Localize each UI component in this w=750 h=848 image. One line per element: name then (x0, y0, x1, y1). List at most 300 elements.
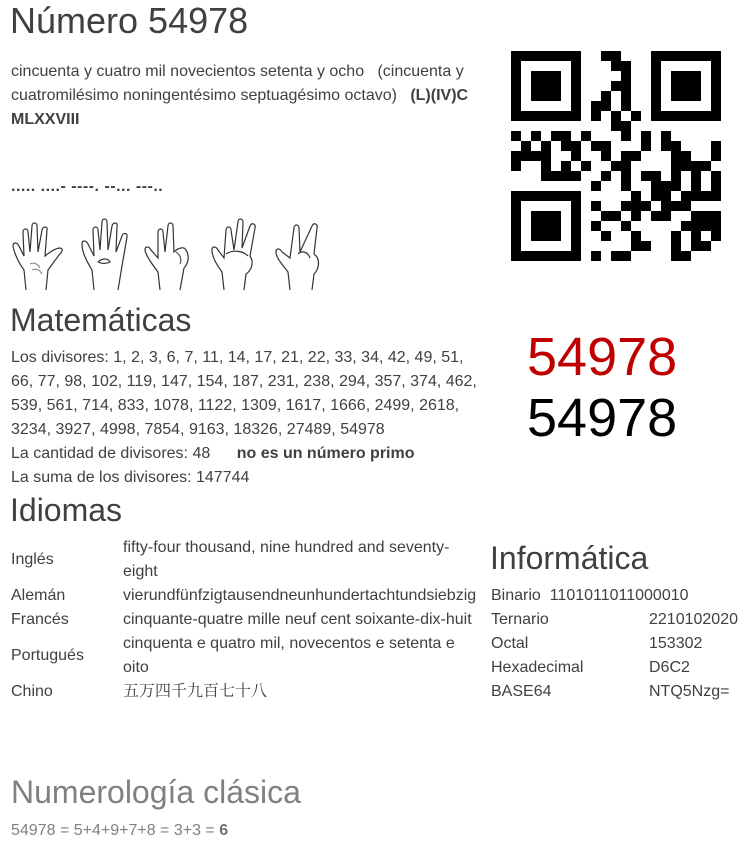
section-heading-matematicas: Matemáticas (10, 302, 192, 338)
qr-module (711, 91, 721, 101)
qr-module (591, 151, 601, 161)
qr-module (611, 211, 621, 221)
qr-module (601, 241, 611, 251)
qr-module (661, 231, 671, 241)
qr-module (701, 91, 711, 101)
qr-module (541, 91, 551, 101)
qr-module (531, 61, 541, 71)
qr-module (711, 51, 721, 61)
qr-module (571, 221, 581, 231)
qr-module (671, 231, 681, 241)
qr-module (701, 71, 711, 81)
qr-module (681, 231, 691, 241)
qr-module (571, 101, 581, 111)
qr-module (531, 71, 541, 81)
qr-module (641, 251, 651, 261)
qr-module (531, 121, 541, 131)
qr-module (621, 101, 631, 111)
qr-module (691, 221, 701, 231)
qr-module (701, 171, 711, 181)
qr-module (621, 221, 631, 231)
qr-module (651, 171, 661, 181)
qr-module (701, 241, 711, 251)
qr-module (631, 231, 641, 241)
qr-module (661, 181, 671, 191)
qr-module (671, 121, 681, 131)
qr-module (671, 101, 681, 111)
number-systems-table (491, 584, 738, 704)
qr-module (551, 91, 561, 101)
qr-module (611, 141, 621, 151)
qr-module (711, 61, 721, 71)
qr-module (611, 241, 621, 251)
qr-module (631, 151, 641, 161)
qr-module (551, 101, 561, 111)
qr-module (661, 211, 671, 221)
qr-module (711, 121, 721, 131)
qr-module (691, 171, 701, 181)
qr-module (671, 251, 681, 261)
qr-module (691, 231, 701, 241)
qr-module (581, 221, 591, 231)
qr-module (521, 251, 531, 261)
qr-module (571, 131, 581, 141)
qr-module (701, 111, 711, 121)
qr-module (581, 131, 591, 141)
qr-module (571, 251, 581, 261)
qr-module (611, 101, 621, 111)
qr-module (531, 131, 541, 141)
qr-module (691, 51, 701, 61)
qr-module (671, 141, 681, 151)
qr-module (641, 101, 651, 111)
qr-module (591, 211, 601, 221)
qr-module (531, 171, 541, 181)
qr-module (661, 101, 671, 111)
page-title: Número 54978 (10, 0, 249, 41)
qr-module (511, 201, 521, 211)
qr-module (681, 121, 691, 131)
qr-module (601, 171, 611, 181)
qr-module (541, 81, 551, 91)
qr-module (521, 241, 531, 251)
qr-module (541, 131, 551, 141)
qr-module (681, 241, 691, 251)
qr-module (521, 61, 531, 71)
qr-module (571, 151, 581, 161)
qr-module (691, 251, 701, 261)
qr-module (631, 251, 641, 261)
numerology-line (11, 819, 228, 843)
qr-module (671, 211, 681, 221)
hand-4-icon (76, 212, 142, 290)
system-value: 153302 (649, 635, 703, 652)
prime-status: no es un número primo (236, 445, 415, 462)
qr-module (591, 71, 601, 81)
qr-module (711, 231, 721, 241)
qr-module (541, 241, 551, 251)
qr-module (711, 181, 721, 191)
qr-module (561, 231, 571, 241)
qr-module (541, 191, 551, 201)
qr-module (571, 241, 581, 251)
qr-module (571, 61, 581, 71)
qr-module (621, 161, 631, 171)
qr-module (621, 61, 631, 71)
qr-module (631, 51, 641, 61)
qr-module (631, 191, 641, 201)
qr-module (691, 101, 701, 111)
qr-module (701, 81, 711, 91)
qr-module (641, 221, 651, 231)
language-text: 五万四千九百七十八 (123, 683, 268, 700)
qr-module (621, 181, 631, 191)
number-system-row (491, 632, 738, 656)
language-text: fifty-four thousand, nine hundred and seventy-eight (123, 539, 450, 580)
qr-module (611, 121, 621, 131)
qr-module (641, 141, 651, 151)
system-label: Ternario (491, 611, 549, 628)
qr-module (681, 141, 691, 151)
qr-module (591, 81, 601, 91)
qr-module (551, 161, 561, 171)
qr-module (691, 121, 701, 131)
qr-module (661, 121, 671, 131)
qr-module (511, 181, 521, 191)
qr-module (621, 91, 631, 101)
qr-module (591, 101, 601, 111)
qr-module (571, 141, 581, 151)
qr-module (571, 111, 581, 121)
qr-module (641, 181, 651, 191)
qr-module (691, 201, 701, 211)
qr-module (551, 231, 561, 241)
qr-module (561, 71, 571, 81)
qr-module (671, 171, 681, 181)
qr-module (711, 241, 721, 251)
qr-module (651, 201, 661, 211)
qr-module (661, 131, 671, 141)
qr-module (581, 111, 591, 121)
qr-module (511, 51, 521, 61)
qr-module (551, 81, 561, 91)
qr-module (551, 151, 561, 161)
qr-module (671, 191, 681, 201)
qr-module (611, 111, 621, 121)
numerology-formula: 54978 = 5+4+9+7+8 = 3+3 = (11, 822, 215, 839)
numerology-result: 6 (219, 822, 229, 839)
qr-module (571, 161, 581, 171)
language-name: Portugués (11, 647, 84, 664)
qr-module (661, 191, 671, 201)
qr-module (601, 141, 611, 151)
qr-module (591, 221, 601, 231)
qr-module (541, 221, 551, 231)
qr-module (681, 251, 691, 261)
qr-module (631, 101, 641, 111)
qr-module (531, 91, 541, 101)
divisor-count: 48 (192, 445, 211, 462)
qr-module (701, 221, 711, 231)
qr-module (681, 71, 691, 81)
qr-module (651, 161, 661, 171)
qr-module (581, 141, 591, 151)
qr-module (631, 91, 641, 101)
qr-module (681, 171, 691, 181)
qr-module (581, 121, 591, 131)
qr-module (621, 51, 631, 61)
qr-module (701, 61, 711, 71)
qr-module (601, 191, 611, 201)
qr-module (691, 141, 701, 151)
qr-module (551, 131, 561, 141)
qr-module (641, 241, 651, 251)
qr-module (541, 141, 551, 151)
qr-module (591, 171, 601, 181)
qr-module (631, 131, 641, 141)
qr-module (701, 201, 711, 211)
qr-module (631, 241, 641, 251)
language-row (11, 632, 481, 680)
qr-module (701, 231, 711, 241)
qr-module (711, 171, 721, 181)
qr-module (601, 61, 611, 71)
qr-module (701, 151, 711, 161)
qr-module (521, 231, 531, 241)
qr-module (691, 181, 701, 191)
qr-module (531, 81, 541, 91)
qr-module (681, 131, 691, 141)
qr-module (551, 241, 561, 251)
qr-module (701, 191, 711, 201)
divisor-sum-label: La suma de los divisores: (11, 469, 192, 486)
qr-module (621, 111, 631, 121)
sign-language-hands (10, 212, 340, 290)
language-row (11, 536, 481, 584)
qr-module (541, 121, 551, 131)
qr-module (681, 161, 691, 171)
qr-module (521, 81, 531, 91)
qr-module (581, 91, 591, 101)
qr-module (581, 71, 591, 81)
math-section (11, 346, 481, 490)
qr-module (711, 71, 721, 81)
qr-module (671, 241, 681, 251)
qr-module (571, 211, 581, 221)
qr-module (531, 51, 541, 61)
qr-module (581, 201, 591, 211)
qr-module (711, 161, 721, 171)
qr-module (581, 61, 591, 71)
qr-module (561, 91, 571, 101)
qr-module (641, 201, 651, 211)
number-system-row (491, 656, 738, 680)
qr-module (641, 91, 651, 101)
qr-module (511, 161, 521, 171)
qr-code (511, 51, 721, 261)
qr-module (671, 151, 681, 161)
qr-module (711, 221, 721, 231)
qr-module (711, 101, 721, 111)
qr-module (631, 71, 641, 81)
qr-module (541, 101, 551, 111)
qr-module (691, 91, 701, 101)
qr-module (531, 211, 541, 221)
hand-8-icon (274, 212, 340, 290)
qr-module (621, 141, 631, 151)
qr-module (611, 81, 621, 91)
qr-module (551, 191, 561, 201)
qr-module (571, 201, 581, 211)
qr-module (691, 241, 701, 251)
qr-module (561, 181, 571, 191)
language-text: vierundfünfzigtausendneunhundertachtundsiebzig (123, 587, 477, 604)
qr-module (581, 161, 591, 171)
qr-module (681, 101, 691, 111)
qr-module (541, 71, 551, 81)
qr-module (681, 191, 691, 201)
qr-module (591, 191, 601, 201)
qr-module (671, 71, 681, 81)
qr-module (651, 81, 661, 91)
qr-module (691, 211, 701, 221)
qr-module (541, 181, 551, 191)
qr-module (571, 51, 581, 61)
qr-module (581, 151, 591, 161)
number-system-row (491, 680, 738, 704)
qr-module (581, 241, 591, 251)
qr-module (561, 101, 571, 111)
qr-module (651, 231, 661, 241)
qr-module (631, 221, 641, 231)
system-label: BASE64 (491, 683, 552, 700)
number-words (11, 60, 476, 132)
qr-module (601, 231, 611, 241)
qr-module (691, 151, 701, 161)
qr-module (571, 71, 581, 81)
qr-module (601, 51, 611, 61)
qr-module (511, 151, 521, 161)
qr-module (611, 161, 621, 171)
qr-module (571, 81, 581, 91)
qr-module (591, 121, 601, 131)
qr-module (651, 61, 661, 71)
qr-module (591, 251, 601, 261)
qr-module (651, 251, 661, 261)
language-text: cinquante-quatre mille neuf cent soixante-dix-huit (123, 611, 472, 628)
qr-module (581, 191, 591, 201)
qr-module (601, 91, 611, 101)
qr-module (681, 151, 691, 161)
qr-module (671, 51, 681, 61)
qr-module (671, 161, 681, 171)
qr-module (611, 131, 621, 141)
qr-module (701, 131, 711, 141)
qr-module (621, 71, 631, 81)
qr-module (691, 111, 701, 121)
qr-module (711, 141, 721, 151)
qr-module (651, 131, 661, 141)
qr-module (591, 161, 601, 171)
qr-module (671, 221, 681, 231)
qr-module (701, 101, 711, 111)
binary-row (491, 584, 738, 608)
qr-module (651, 141, 661, 151)
qr-module (651, 211, 661, 221)
qr-module (681, 51, 691, 61)
qr-module (661, 221, 671, 231)
qr-module (511, 101, 521, 111)
qr-module (651, 151, 661, 161)
qr-module (651, 121, 661, 131)
number-display-black: 54978 (527, 388, 678, 448)
qr-module (641, 171, 651, 181)
qr-module (511, 141, 521, 151)
languages-table (11, 536, 481, 704)
qr-module (561, 191, 571, 201)
qr-module (601, 201, 611, 211)
qr-module (571, 181, 581, 191)
language-row (11, 584, 481, 608)
section-heading-informatica: Informática (490, 540, 649, 576)
qr-module (591, 201, 601, 211)
qr-module (571, 191, 581, 201)
qr-module (711, 111, 721, 121)
qr-module (661, 141, 671, 151)
qr-module (561, 201, 571, 211)
qr-module (701, 161, 711, 171)
qr-module (691, 71, 701, 81)
qr-module (681, 201, 691, 211)
qr-module (601, 71, 611, 81)
qr-module (701, 181, 711, 191)
qr-module (561, 51, 571, 61)
qr-module (711, 201, 721, 211)
qr-module (601, 131, 611, 141)
qr-module (681, 81, 691, 91)
qr-module (631, 181, 641, 191)
qr-module (661, 251, 671, 261)
qr-module (511, 121, 521, 131)
qr-module (631, 211, 641, 221)
qr-module (521, 51, 531, 61)
qr-module (641, 231, 651, 241)
qr-module (621, 251, 631, 261)
qr-module (561, 241, 571, 251)
qr-module (511, 221, 521, 231)
qr-module (581, 251, 591, 261)
qr-module (661, 161, 671, 171)
qr-module (551, 221, 561, 231)
qr-module (531, 201, 541, 211)
qr-module (631, 201, 641, 211)
qr-module (611, 51, 621, 61)
qr-module (581, 171, 591, 181)
qr-module (681, 181, 691, 191)
qr-module (601, 101, 611, 111)
qr-module (561, 111, 571, 121)
divisor-count-line (11, 442, 481, 466)
qr-module (561, 61, 571, 71)
qr-module (631, 171, 641, 181)
qr-module (521, 181, 531, 191)
qr-module (531, 181, 541, 191)
qr-module (631, 111, 641, 121)
qr-module (551, 171, 561, 181)
qr-module (711, 131, 721, 141)
qr-module (621, 241, 631, 251)
qr-module (671, 61, 681, 71)
